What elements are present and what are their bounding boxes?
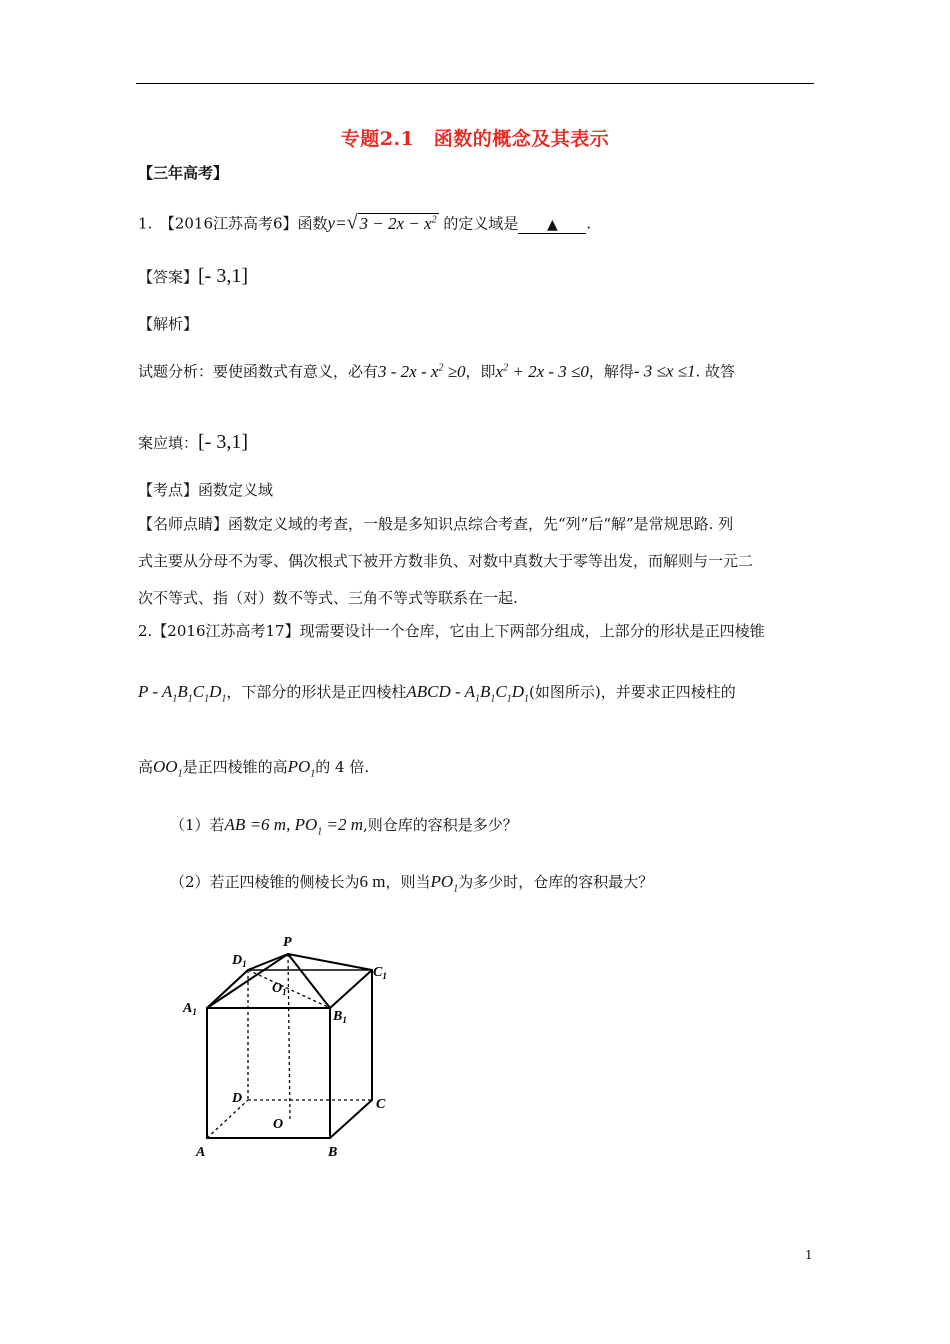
q2-text-1: ，下部分的形状是正四棱柱 [226,683,407,701]
q2-line-3 [138,757,369,784]
q2-sub2-text-a: （2）若正四棱锥的侧棱长为 [170,873,360,891]
analysis-text-c: ，解得 [588,362,634,381]
label-b: B [328,1145,338,1160]
q2-sub1-text-b: ,则仓库的容积是多少？ [362,816,518,834]
hidden-axis-p-o [288,954,290,1120]
analysis-text-e: 案应填： [138,434,199,452]
label-a1: $A_1$ [183,1001,197,1017]
q2-po1: $PO_1$ [287,757,316,780]
answer-1 [138,266,248,287]
kaodian: 【考点】函数定义域 [138,481,274,499]
q1-radicand: $3 - 2x - x^2$ [359,213,437,233]
label-a: A [196,1145,206,1160]
q2-line-2 [138,682,736,709]
mingshi-line-3: 次不等式、指（对）数不等式、三角不等式等联系在一起. [138,589,518,607]
label-c1: $C_1$ [373,965,387,981]
q2-oo1: $OO_1$ [153,757,183,780]
q2-sub2-text-c: 为多少时，仓库的容积最大？ [458,873,654,891]
q2-sub1-text-a: （1）若 [170,816,225,834]
q2-prism: ABCD - $A_1B_1C_1D_1$ [406,682,529,705]
analysis-text-b: ，即 [465,362,496,381]
q2-text-5: 的 4 倍. [315,758,370,776]
label-d: D [232,1091,243,1106]
q2-sub-1 [170,815,518,842]
q2-sub2-math: 6 m [359,872,386,891]
q1-answer-blank: ▲ [518,217,586,234]
header-rule [136,83,814,84]
q2-pyramid: P - $A_1B_1C_1D_1$ [138,682,227,705]
ineq-2: $x^2 + 2x - 3 \le 0$ [495,361,589,381]
analysis-value: [- 3,1] [198,431,248,453]
q2-text-3: 高 [138,758,154,776]
page-number: 1 [805,1248,813,1262]
q2-text-2: (如图所示)，并要求正四棱柱的 [529,683,736,701]
page-title: 专题2.1 函数的概念及其表示 [340,128,610,150]
q2-sub2-math2: $PO_1$ [430,872,459,895]
edge-b1-c1 [330,970,372,1008]
question-1 [138,210,591,234]
q1-func-y: y= [327,213,347,233]
label-d1: $D_1$ [232,953,247,969]
q1-end: . [586,214,592,233]
analysis-text-d: . 故答 [695,362,736,381]
q1-prefix: 1. 【2016江苏高考6】函数 [138,214,328,233]
edge-b-c [330,1100,372,1138]
q1-suffix: 的定义域是 [443,214,519,233]
q2-sub1-math: AB =6 m, $PO_1 =2$ m [224,815,363,838]
analysis-line-1 [138,358,735,382]
mingshi-line-2: 式主要从分母不为零、偶次根式下被开方数非负、对数中真数大于零等出发，而解则与一元二 [138,552,754,570]
label-p: P [283,935,292,950]
label-c: C [376,1097,386,1112]
q2-line-1: 2.【2016江苏高考17】现需要设计一个仓库，它由上下两部分组成，上部分的形状是正四棱锥 [138,622,765,640]
edge-p-b1 [288,954,330,1008]
q2-text-4: 是正四棱锥的高 [182,758,288,776]
answer-value: [- 3,1] [198,265,248,287]
edge-a1-d1 [207,970,248,1008]
label-o: O [273,1117,284,1132]
label-b1: $B_1$ [333,1009,347,1025]
mingshi-line-1: 【名师点睛】函数定义域的考查，一般是多知识点综合考查，先“列”后“解”是常规思路. 列 [138,515,734,533]
analysis-text-a: 试题分析：要使函数式有意义，必有 [138,362,379,381]
section-heading: 【三年高考】 [138,164,229,182]
analysis-label: 【解析】 [138,315,199,333]
q1-sqrt: √ $3 - 2x - x^2$ [346,211,437,234]
ineq-1: $3 - 2x - x^2 \ge 0$ [378,361,466,381]
answer-label: 【答案】 [138,268,199,286]
q2-sub-2 [170,872,653,899]
edge-p-c1 [288,954,372,970]
analysis-line-2 [138,432,248,453]
label-o1: $O_1$ [272,981,287,997]
q2-sub2-text-b: ，则当 [385,873,431,891]
warehouse-figure [180,930,410,1170]
ineq-3: - 3 ≤x ≤1 [633,361,696,381]
